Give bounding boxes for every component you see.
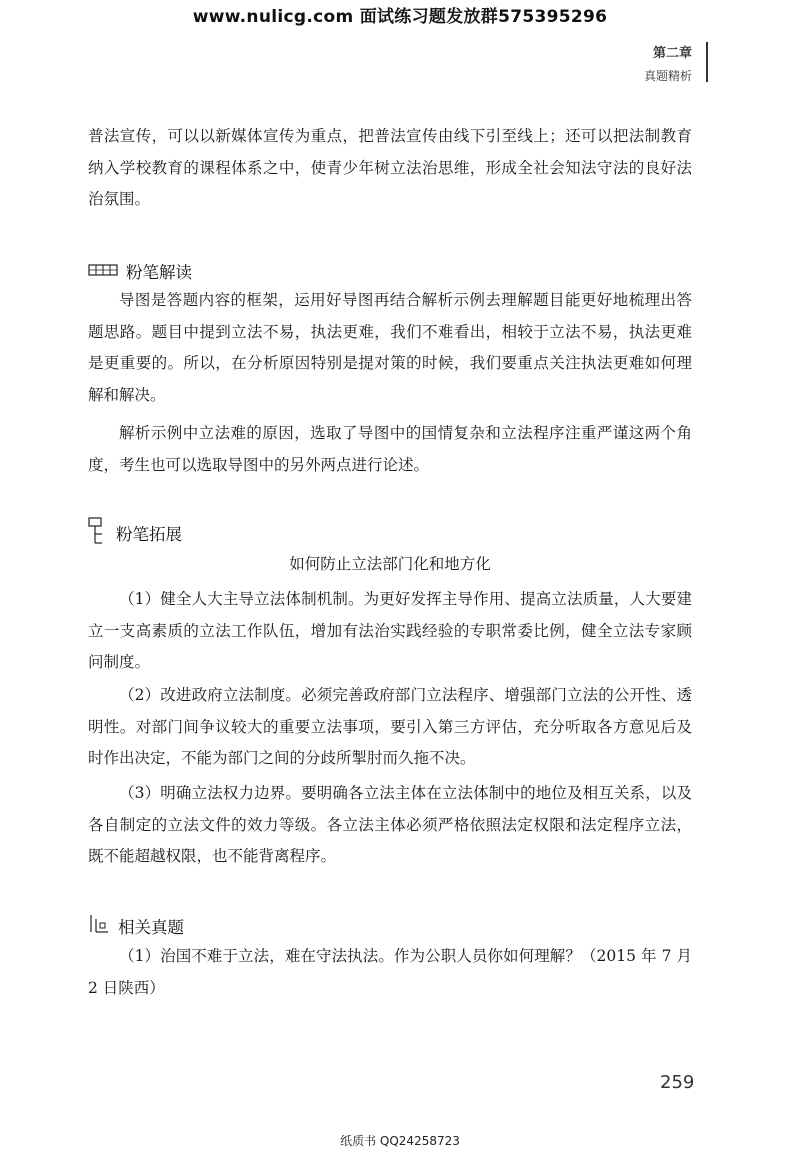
- intro-paragraph: 普法宣传，可以以新媒体宣传为重点，把普法宣传由线下引至线上；还可以把法制教育纳入学校教育的课程体系之中，使青少年树立法治思维，形成全社会知法守法的良好法治氛围。: [88, 127, 692, 208]
- chapter-divider: [706, 42, 708, 82]
- section-title: 粉笔解读: [126, 263, 192, 282]
- expand-icon: [88, 517, 108, 549]
- section-extension-heading: [88, 517, 182, 549]
- interpretation-paragraph-1: 导图是答题内容的框架，运用好导图再结合解析示例去理解题目能更好地梳理出答题思路。题目中提到立法不易，执法更难，我们不难看出，相较于立法不易，执法更难是更重要的。所以，在分析原因特别是提对策的时候，我们要重点关注执法更难如何理解和解决。: [88, 291, 692, 404]
- watermark-banner: www.nulicg.com 面试练习题发放群575395296: [192, 7, 608, 27]
- section-title: 相关真题: [118, 918, 184, 937]
- section-title: 粉笔拓展: [116, 525, 182, 544]
- extension-subtitle: 如何防止立法部门化和地方化: [289, 555, 491, 573]
- section-interpretation-heading: [88, 259, 192, 283]
- page-number: 259: [660, 1072, 695, 1093]
- footer-note: 纸质书 QQ24258723: [340, 1134, 460, 1148]
- extension-paragraph-3: （3）明确立法权力边界。要明确各立法主体在立法体制中的地位及相互关系，以及各自制定的立法文件的效力等级。各立法主体必须严格依照法定权限和法定程序立法，既不能超越权限，也不能背离程序。: [88, 784, 692, 865]
- chapter-subtitle: 真题精析: [643, 69, 692, 83]
- related-question-1: （1）治国不难于立法，难在守法执法。作为公职人员你如何理解？（2015 年 7 月 2 日陕西）: [88, 947, 692, 997]
- list-icon: [88, 914, 110, 938]
- extension-paragraph-2: （2）改进政府立法制度。必须完善政府部门立法程序、增强部门立法的公开性、透明性。对部门间争议较大的重要立法事项，要引入第三方评估，充分听取各方意见后及时作出决定，不能为部门之间的分歧所掣肘而久拖不决。: [88, 686, 692, 767]
- section-related-heading: [88, 914, 184, 938]
- chapter-title: 第二章: [652, 46, 692, 61]
- interpretation-paragraph-2: 解析示例中立法难的原因，选取了导图中的国情复杂和立法程序注重严谨这两个角度，考生也可以选取导图中的另外两点进行论述。: [88, 424, 692, 474]
- extension-paragraph-1: （1）健全人大主导立法体制机制。为更好发挥主导作用、提高立法质量，人大要建立一支高素质的立法工作队伍，增加有法治实践经验的专职常委比例，健全立法专家顾问制度。: [88, 590, 692, 671]
- chapter-header: [644, 42, 692, 84]
- book-icon: [88, 262, 118, 281]
